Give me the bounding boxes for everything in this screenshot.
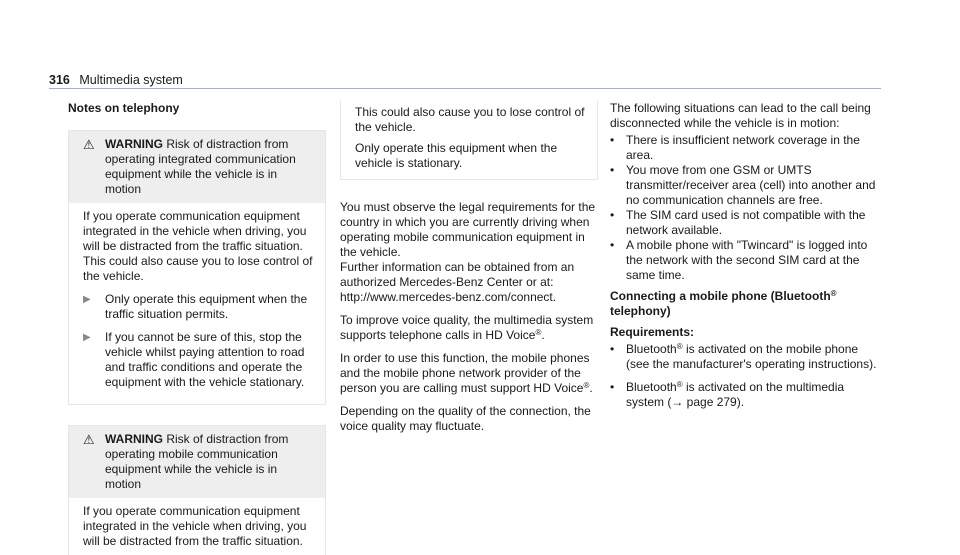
paragraph: You must observe the legal requirements for the country in which you are currently driving when operating mobile communication equipment in the vehicle. — [340, 200, 596, 259]
header-divider — [49, 88, 881, 89]
column-3 — [610, 101, 880, 416]
requirements-label: Requirements: — [610, 325, 695, 339]
list-item: • Bluetooth® is activated on the multimedia system (→ page 279). — [610, 380, 845, 409]
play-arrow-icon: ▶ — [83, 294, 91, 305]
paragraph: Depending on the quality of the connection, the voice quality may fluctuate. — [340, 404, 591, 433]
warning-header — [69, 426, 325, 498]
warning-text: Only operate this equipment when the vehicle is stationary. — [355, 141, 558, 170]
action-step — [83, 330, 315, 390]
warning-header — [69, 131, 325, 203]
bullet-icon: • — [610, 133, 615, 147]
warning-triangle-icon: ⚠ — [83, 137, 95, 152]
bullet-icon: • — [610, 208, 615, 222]
warning-box-1 — [68, 130, 326, 405]
bullet-icon: • — [610, 163, 615, 177]
warning-box-2 — [68, 425, 326, 555]
list-item: • The SIM card used is not compatible with the network available. — [610, 208, 866, 237]
requirements-list — [610, 342, 880, 410]
bullet-icon: • — [610, 238, 615, 252]
warning-box-2-continued — [340, 101, 598, 180]
warning-title: Risk of distraction from operating integrated communication equipment while the vehicle is in motion — [105, 137, 296, 196]
warning-label: WARNING — [105, 432, 163, 446]
action-step-text: Only operate this equipment when the traffic situation permits. — [105, 292, 308, 321]
section-heading: Notes on telephony — [68, 101, 180, 115]
warning-triangle-icon: ⚠ — [83, 432, 95, 447]
subsection-heading: Connecting a mobile phone (Bluetooth® telephony) — [610, 289, 837, 318]
paragraph: The following situations can lead to the call being disconnected while the vehicle is in motion: — [610, 101, 871, 130]
bullet-list — [610, 133, 880, 283]
page-number: 316 — [49, 73, 70, 87]
warning-body — [69, 498, 325, 555]
warning-body — [69, 203, 325, 404]
warning-text: This could also cause you to lose control of the vehicle. — [355, 105, 585, 134]
list-item: • Bluetooth® is activated on the mobile phone (see the manufacturer's operating instructions). — [610, 342, 877, 371]
list-item: • A mobile phone with "Twincard" is logged into the network with the second SIM card at the same time. — [610, 238, 868, 282]
list-item: • There is insufficient network coverage in the area. — [610, 133, 860, 162]
paragraph: In order to use this function, the mobile phones and the mobile phone network provider of the person you are calling must support HD Voice®. — [340, 351, 593, 395]
bullet-icon: • — [610, 380, 615, 394]
action-step-text: If you cannot be sure of this, stop the vehicle whilst paying attention to road and traffic conditions and operate the equipment with the vehicle stationary. — [105, 330, 305, 389]
page-reference-link[interactable]: is activated on the multimedia system (→ page 279). — [626, 380, 845, 409]
paragraph: To improve voice quality, the multimedia system supports telephone calls in HD Voice®. — [340, 313, 594, 342]
paragraph: Further information can be obtained from an authorized Mercedes-Benz Center or at: http://www.mercedes-benz.com/connect. — [340, 260, 575, 304]
play-arrow-icon: ▶ — [83, 332, 91, 343]
page-header — [49, 73, 183, 88]
list-item: • You move from one GSM or UMTS transmitter/receiver area (cell) into another and no communication channels are free. — [610, 163, 876, 207]
action-step — [83, 292, 315, 322]
column-1 — [68, 101, 326, 555]
bullet-icon: • — [610, 342, 615, 356]
warning-text: If you operate communication equipment integrated in the vehicle when driving, you will be distracted from the traffic situation. — [83, 504, 307, 548]
warning-label: WARNING — [105, 137, 163, 151]
warning-title: Risk of distraction from operating mobile communication equipment while the vehicle is in motion — [105, 432, 289, 491]
section-title: Multimedia system — [79, 73, 183, 87]
column-2 — [340, 101, 598, 442]
warning-text: If you operate communication equipment integrated in the vehicle when driving, you will be distracted from the traffic situation. This could also cause you to lose control of the vehicle. — [83, 209, 313, 283]
